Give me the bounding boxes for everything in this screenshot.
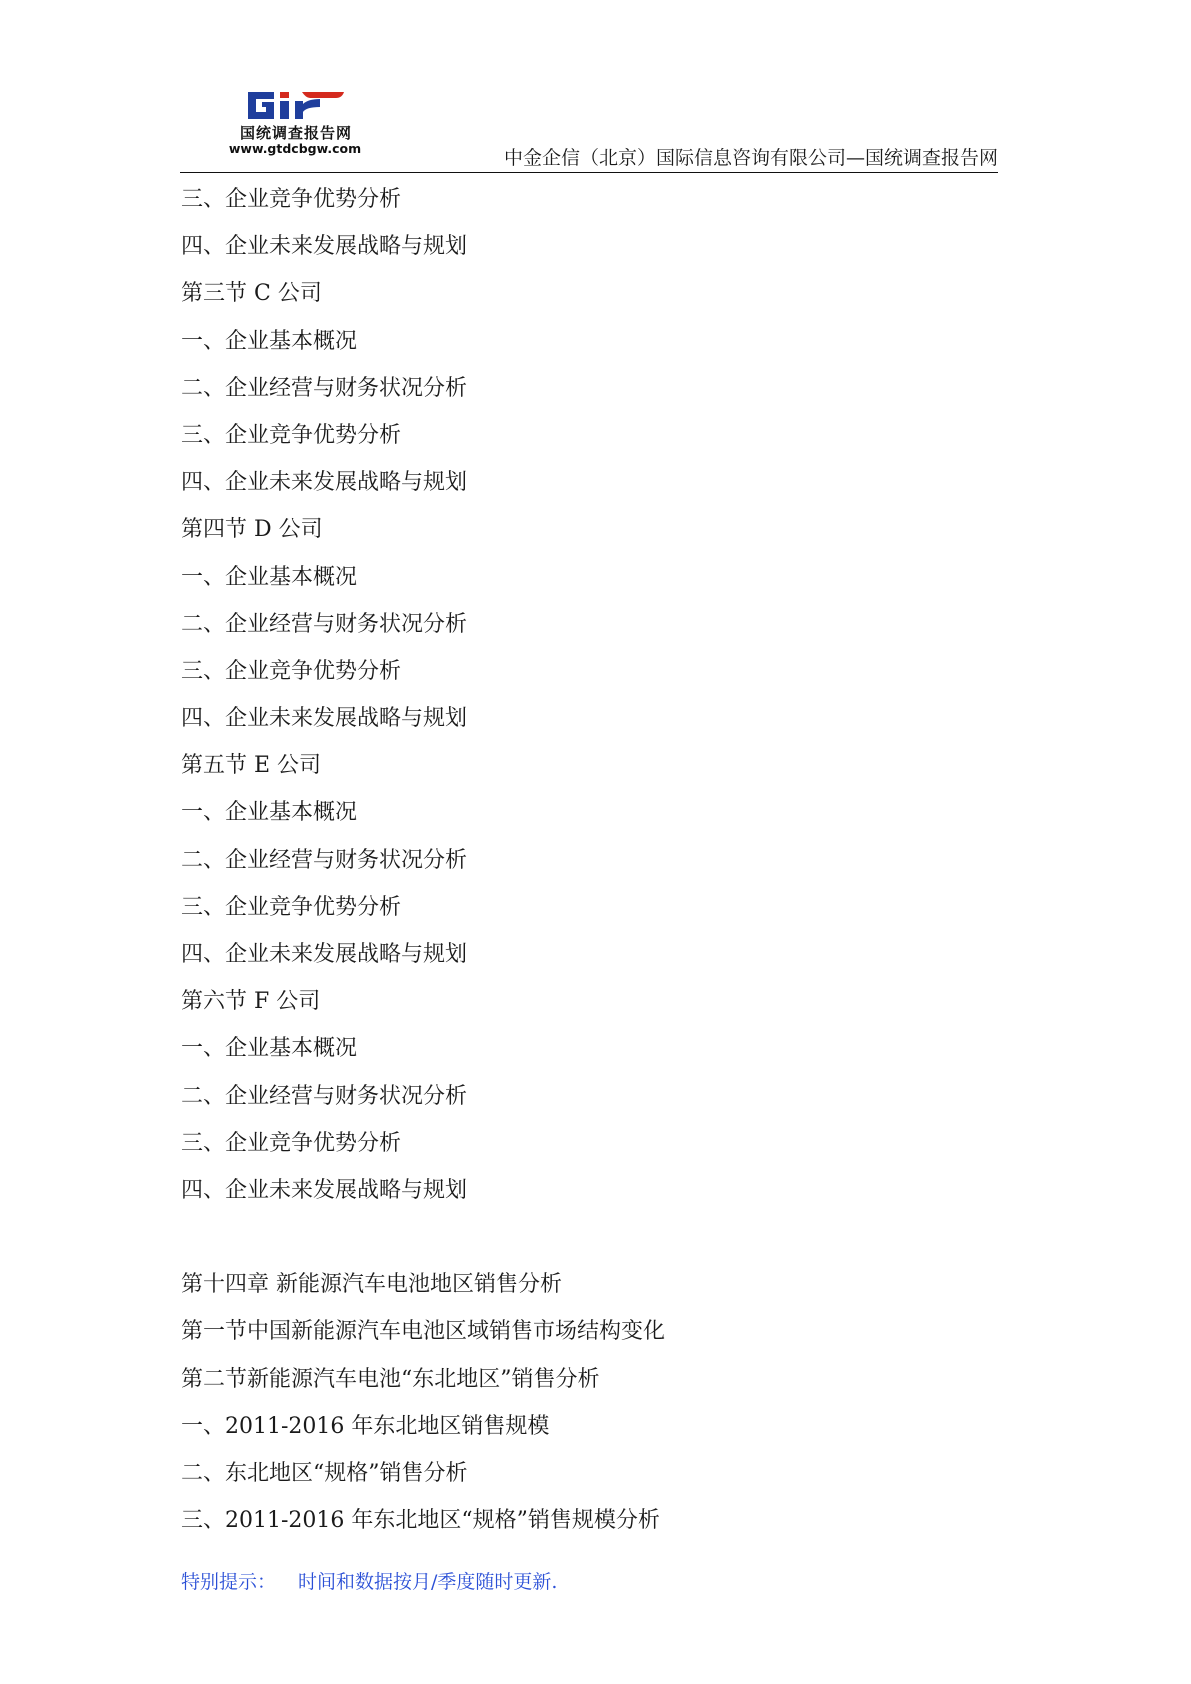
toc-chapter-heading: 第十四章 新能源汽车电池地区销售分析: [181, 1272, 562, 1298]
page-header: [180, 84, 998, 173]
toc-line: 三、2011-2016 年东北地区“规格”销售规模分析: [181, 1508, 660, 1534]
toc-line: 三、企业竞争优势分析: [181, 1130, 402, 1156]
footer-note-text: 时间和数据按月/季度随时更新.: [298, 1571, 558, 1593]
toc-line: 三、企业竞争优势分析: [181, 894, 402, 920]
footer-note: [181, 1567, 557, 1594]
toc-content: [181, 176, 1001, 1544]
toc-line: 一、企业基本概况: [181, 564, 358, 590]
toc-line: 二、企业经营与财务状况分析: [181, 611, 468, 637]
gir-logo-icon: [240, 88, 350, 122]
toc-line: 一、2011-2016 年东北地区销售规模: [181, 1413, 550, 1439]
toc-section-heading: 第二节新能源汽车电池“东北地区”销售分析: [181, 1366, 600, 1392]
toc-line: 一、企业基本概况: [181, 1036, 358, 1062]
toc-line: 一、企业基本概况: [181, 800, 358, 826]
toc-line: 二、东北地区“规格”销售分析: [181, 1460, 468, 1486]
toc-line: 三、企业竞争优势分析: [181, 187, 402, 212]
toc-section-heading: 第一节中国新能源汽车电池区域销售市场结构变化: [181, 1319, 666, 1345]
toc-line: 四、企业未来发展战略与规划: [181, 234, 468, 260]
logo: [220, 84, 370, 162]
toc-line: 三、企业竞争优势分析: [181, 422, 402, 448]
toc-line: 二、企业经营与财务状况分析: [181, 847, 468, 873]
toc-line: 三、企业竞争优势分析: [181, 658, 402, 684]
logo-url: www.gtdcbgw.com: [228, 141, 362, 156]
company-name: 中金企信（北京）国际信息咨询有限公司—国统调查报告网: [503, 147, 998, 169]
toc-line: 四、企业未来发展战略与规划: [181, 706, 468, 732]
toc-line: 一、企业基本概况: [181, 328, 358, 354]
toc-section-heading: 第五节 E 公司: [181, 753, 322, 779]
footer-note-label: 特别提示：: [181, 1571, 277, 1593]
toc-section-heading: 第六节 F 公司: [181, 989, 321, 1015]
toc-line: 四、企业未来发展战略与规划: [181, 942, 468, 967]
toc-section-heading: 第四节 D 公司: [181, 517, 323, 543]
toc-section-heading: 第三节 C 公司: [181, 281, 322, 307]
toc-line: 二、企业经营与财务状况分析: [181, 1083, 468, 1109]
toc-line: 四、企业未来发展战略与规划: [181, 470, 468, 496]
section-gap: [181, 1214, 1001, 1261]
logo-text: 国统调查报告网: [239, 124, 352, 142]
toc-line: 四、企业未来发展战略与规划: [181, 1177, 468, 1203]
toc-line: 二、企业经营与财务状况分析: [181, 375, 468, 401]
